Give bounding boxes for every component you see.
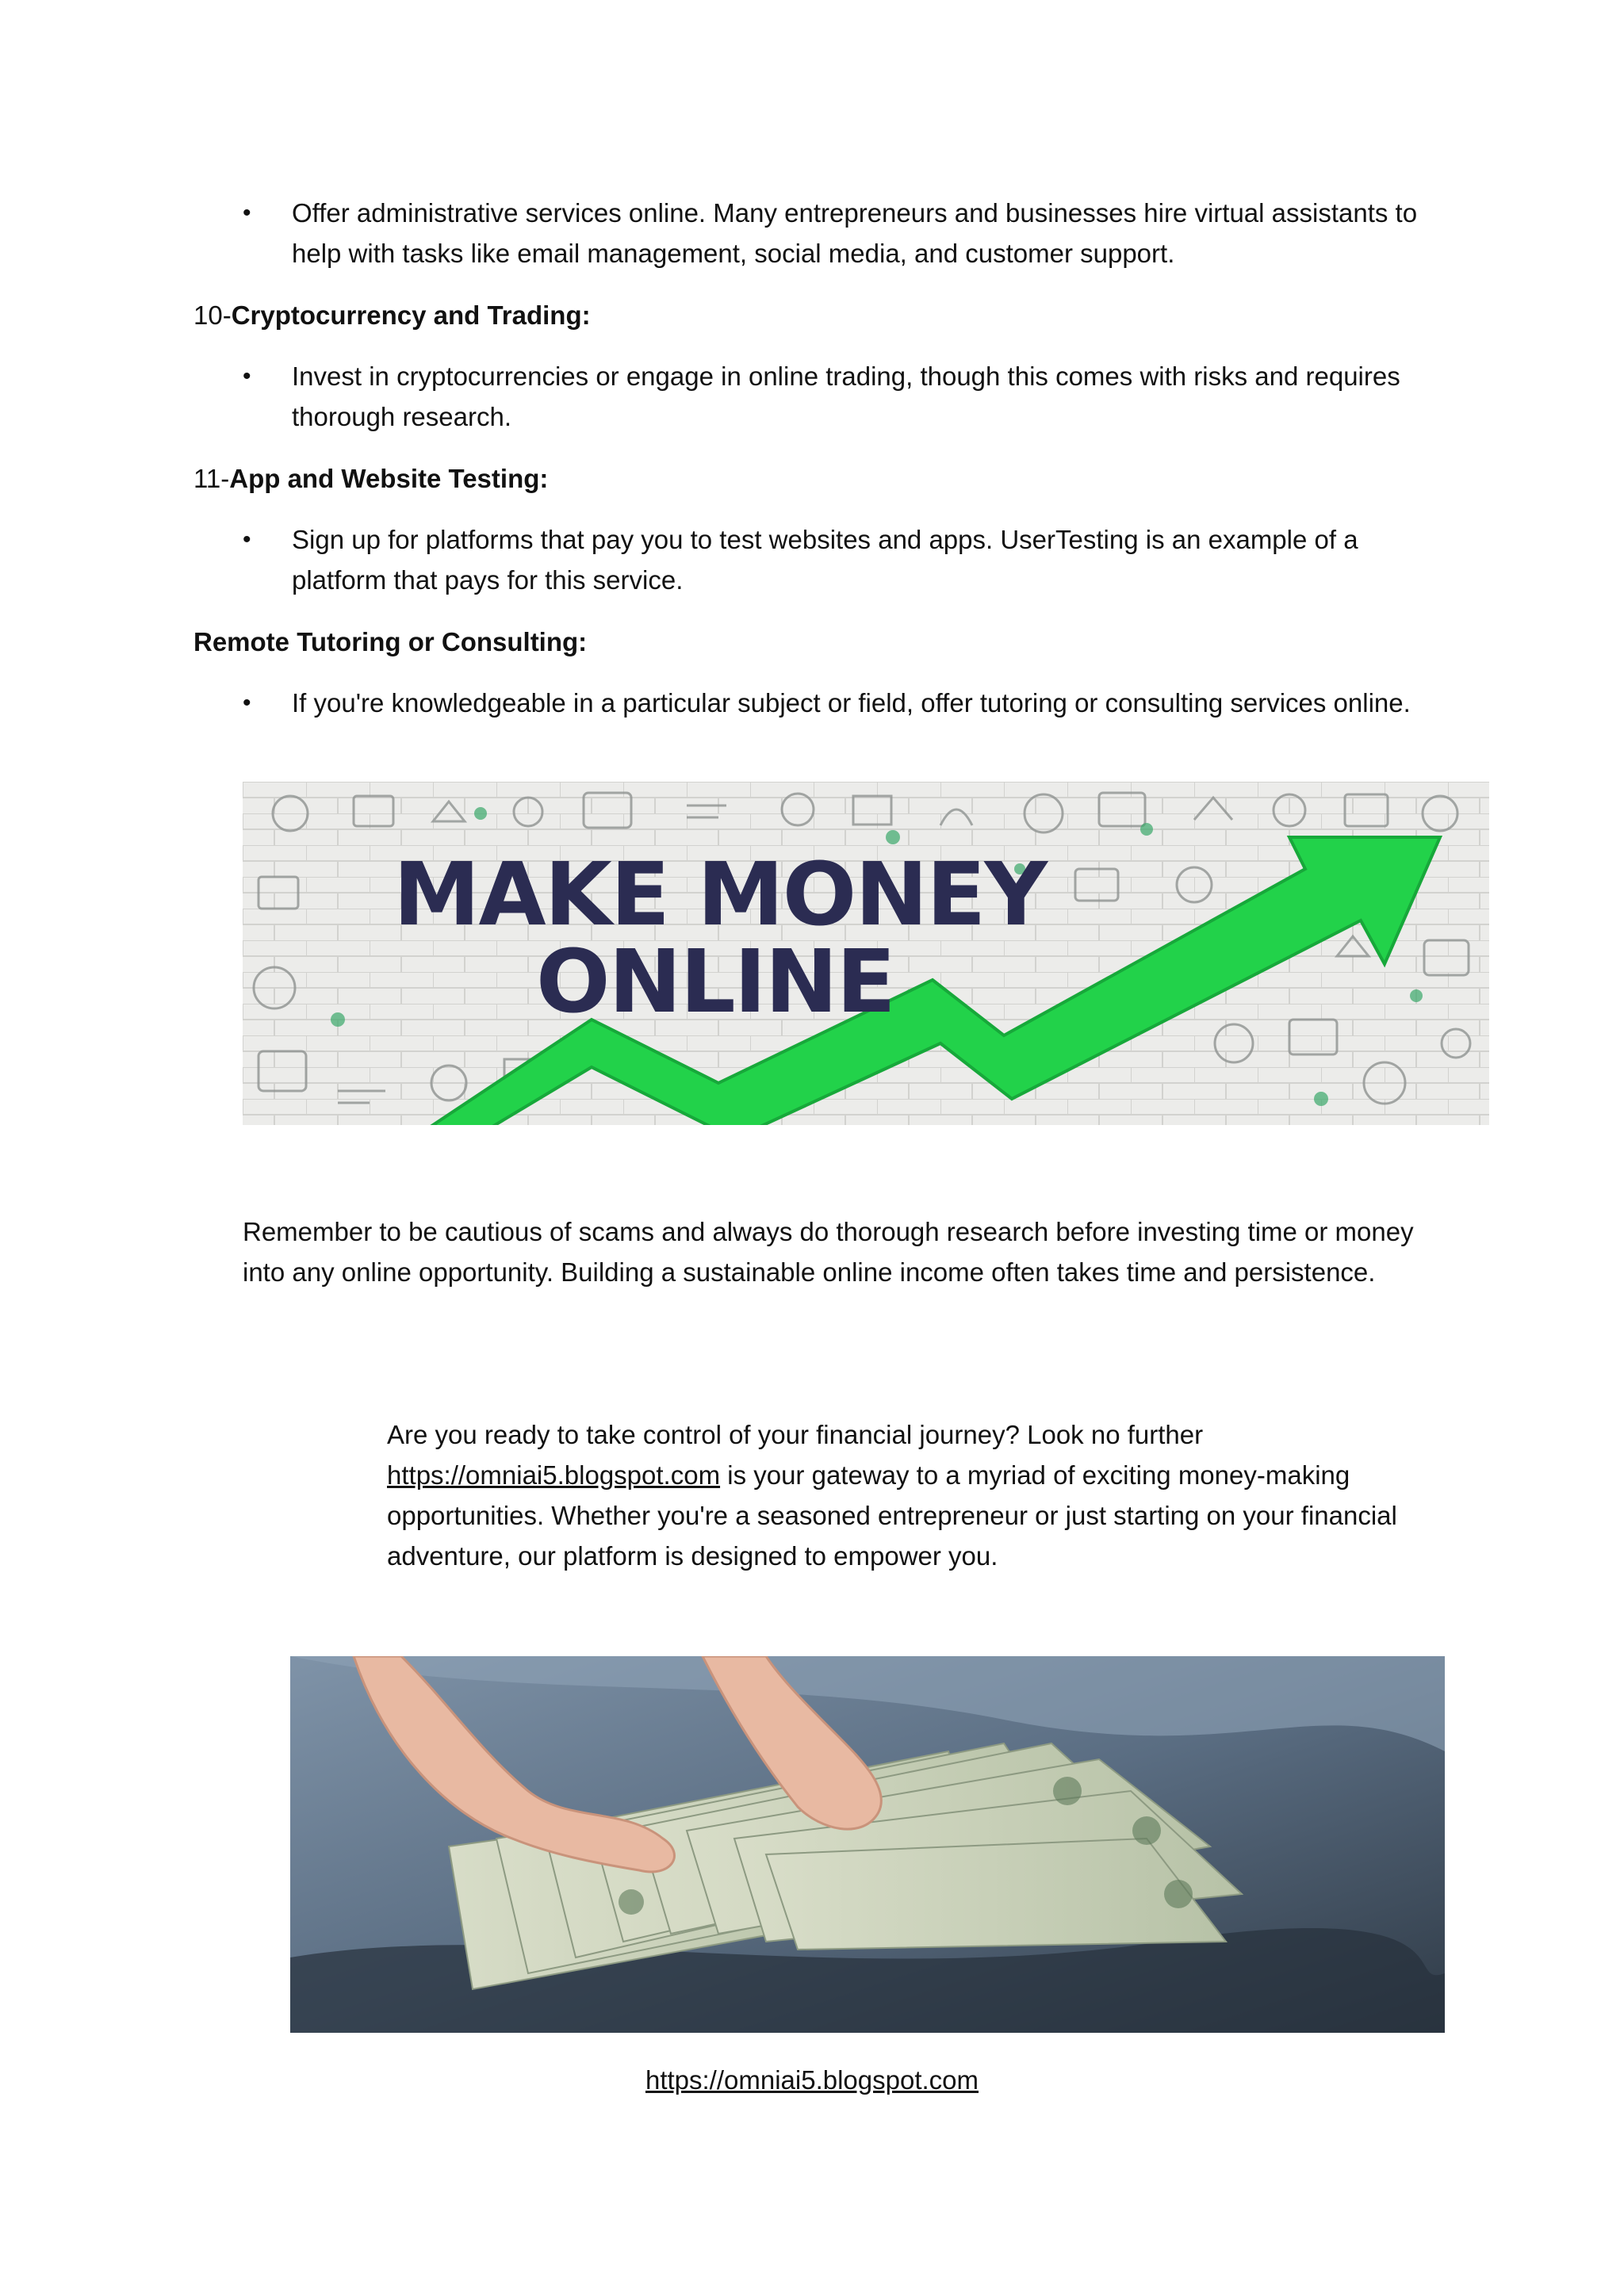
money-photo-illustration xyxy=(290,1656,1445,2033)
bullet-text: Offer administrative services online. Many entrepreneurs and businesses hire virtual assistants to help with tasks like email management, social media, and customer support. xyxy=(292,198,1418,268)
footer-link-container xyxy=(0,2060,1624,2100)
section-heading xyxy=(193,458,548,499)
heading-title: App and Website Testing: xyxy=(229,464,549,493)
heading-title: Remote Tutoring or Consulting: xyxy=(193,627,588,656)
bullet-marker: • xyxy=(243,363,251,389)
bullet-text: Sign up for platforms that pay you to test websites and apps. UserTesting is an example of a platform that pays for this service. xyxy=(292,525,1358,595)
bullet-text: If you're knowledgeable in a particular subject or field, offer tutoring or consulting services online. xyxy=(292,688,1411,718)
banner-illustration xyxy=(243,782,1489,1125)
banner-line-2: ONLINE xyxy=(536,931,894,1032)
bullet-text: Invest in cryptocurrencies or engage in online trading, though this comes with risks and requires thorough research. xyxy=(292,362,1400,431)
banner-line-1: MAKE MONEY xyxy=(393,844,1047,945)
promo-link[interactable]: https://omniai5.blogspot.com xyxy=(387,1460,721,1490)
bullet-marker: • xyxy=(243,690,251,716)
footer-link[interactable]: https://omniai5.blogspot.com xyxy=(645,2065,979,2095)
heading-title: Cryptocurrency and Trading: xyxy=(231,300,591,330)
bullet-marker: • xyxy=(243,200,251,226)
heading-number: 10- xyxy=(193,300,232,330)
promo-rest: is your gateway to a myriad of exciting money-making opportunities. Whether you're a seasoned entrepreneur or just starting on your financial adventure, our platform is designed to empower you. xyxy=(387,1460,1397,1571)
money-fan-photo xyxy=(290,1656,1445,2033)
promo-lead: Are you ready to take control of your financial journey? Look no further xyxy=(387,1420,1204,1449)
make-money-online-banner-image xyxy=(243,782,1489,1125)
section-heading xyxy=(193,295,591,335)
heading-number: 11- xyxy=(193,464,230,493)
section-heading xyxy=(193,622,587,662)
bullet-marker: • xyxy=(243,526,251,553)
caution-paragraph: Remember to be cautious of scams and always do thorough research before investing time or money into any online opportunity. Building a sustainable online income often takes time and persistence. xyxy=(243,1217,1414,1287)
promo-paragraph xyxy=(387,1414,1434,1576)
